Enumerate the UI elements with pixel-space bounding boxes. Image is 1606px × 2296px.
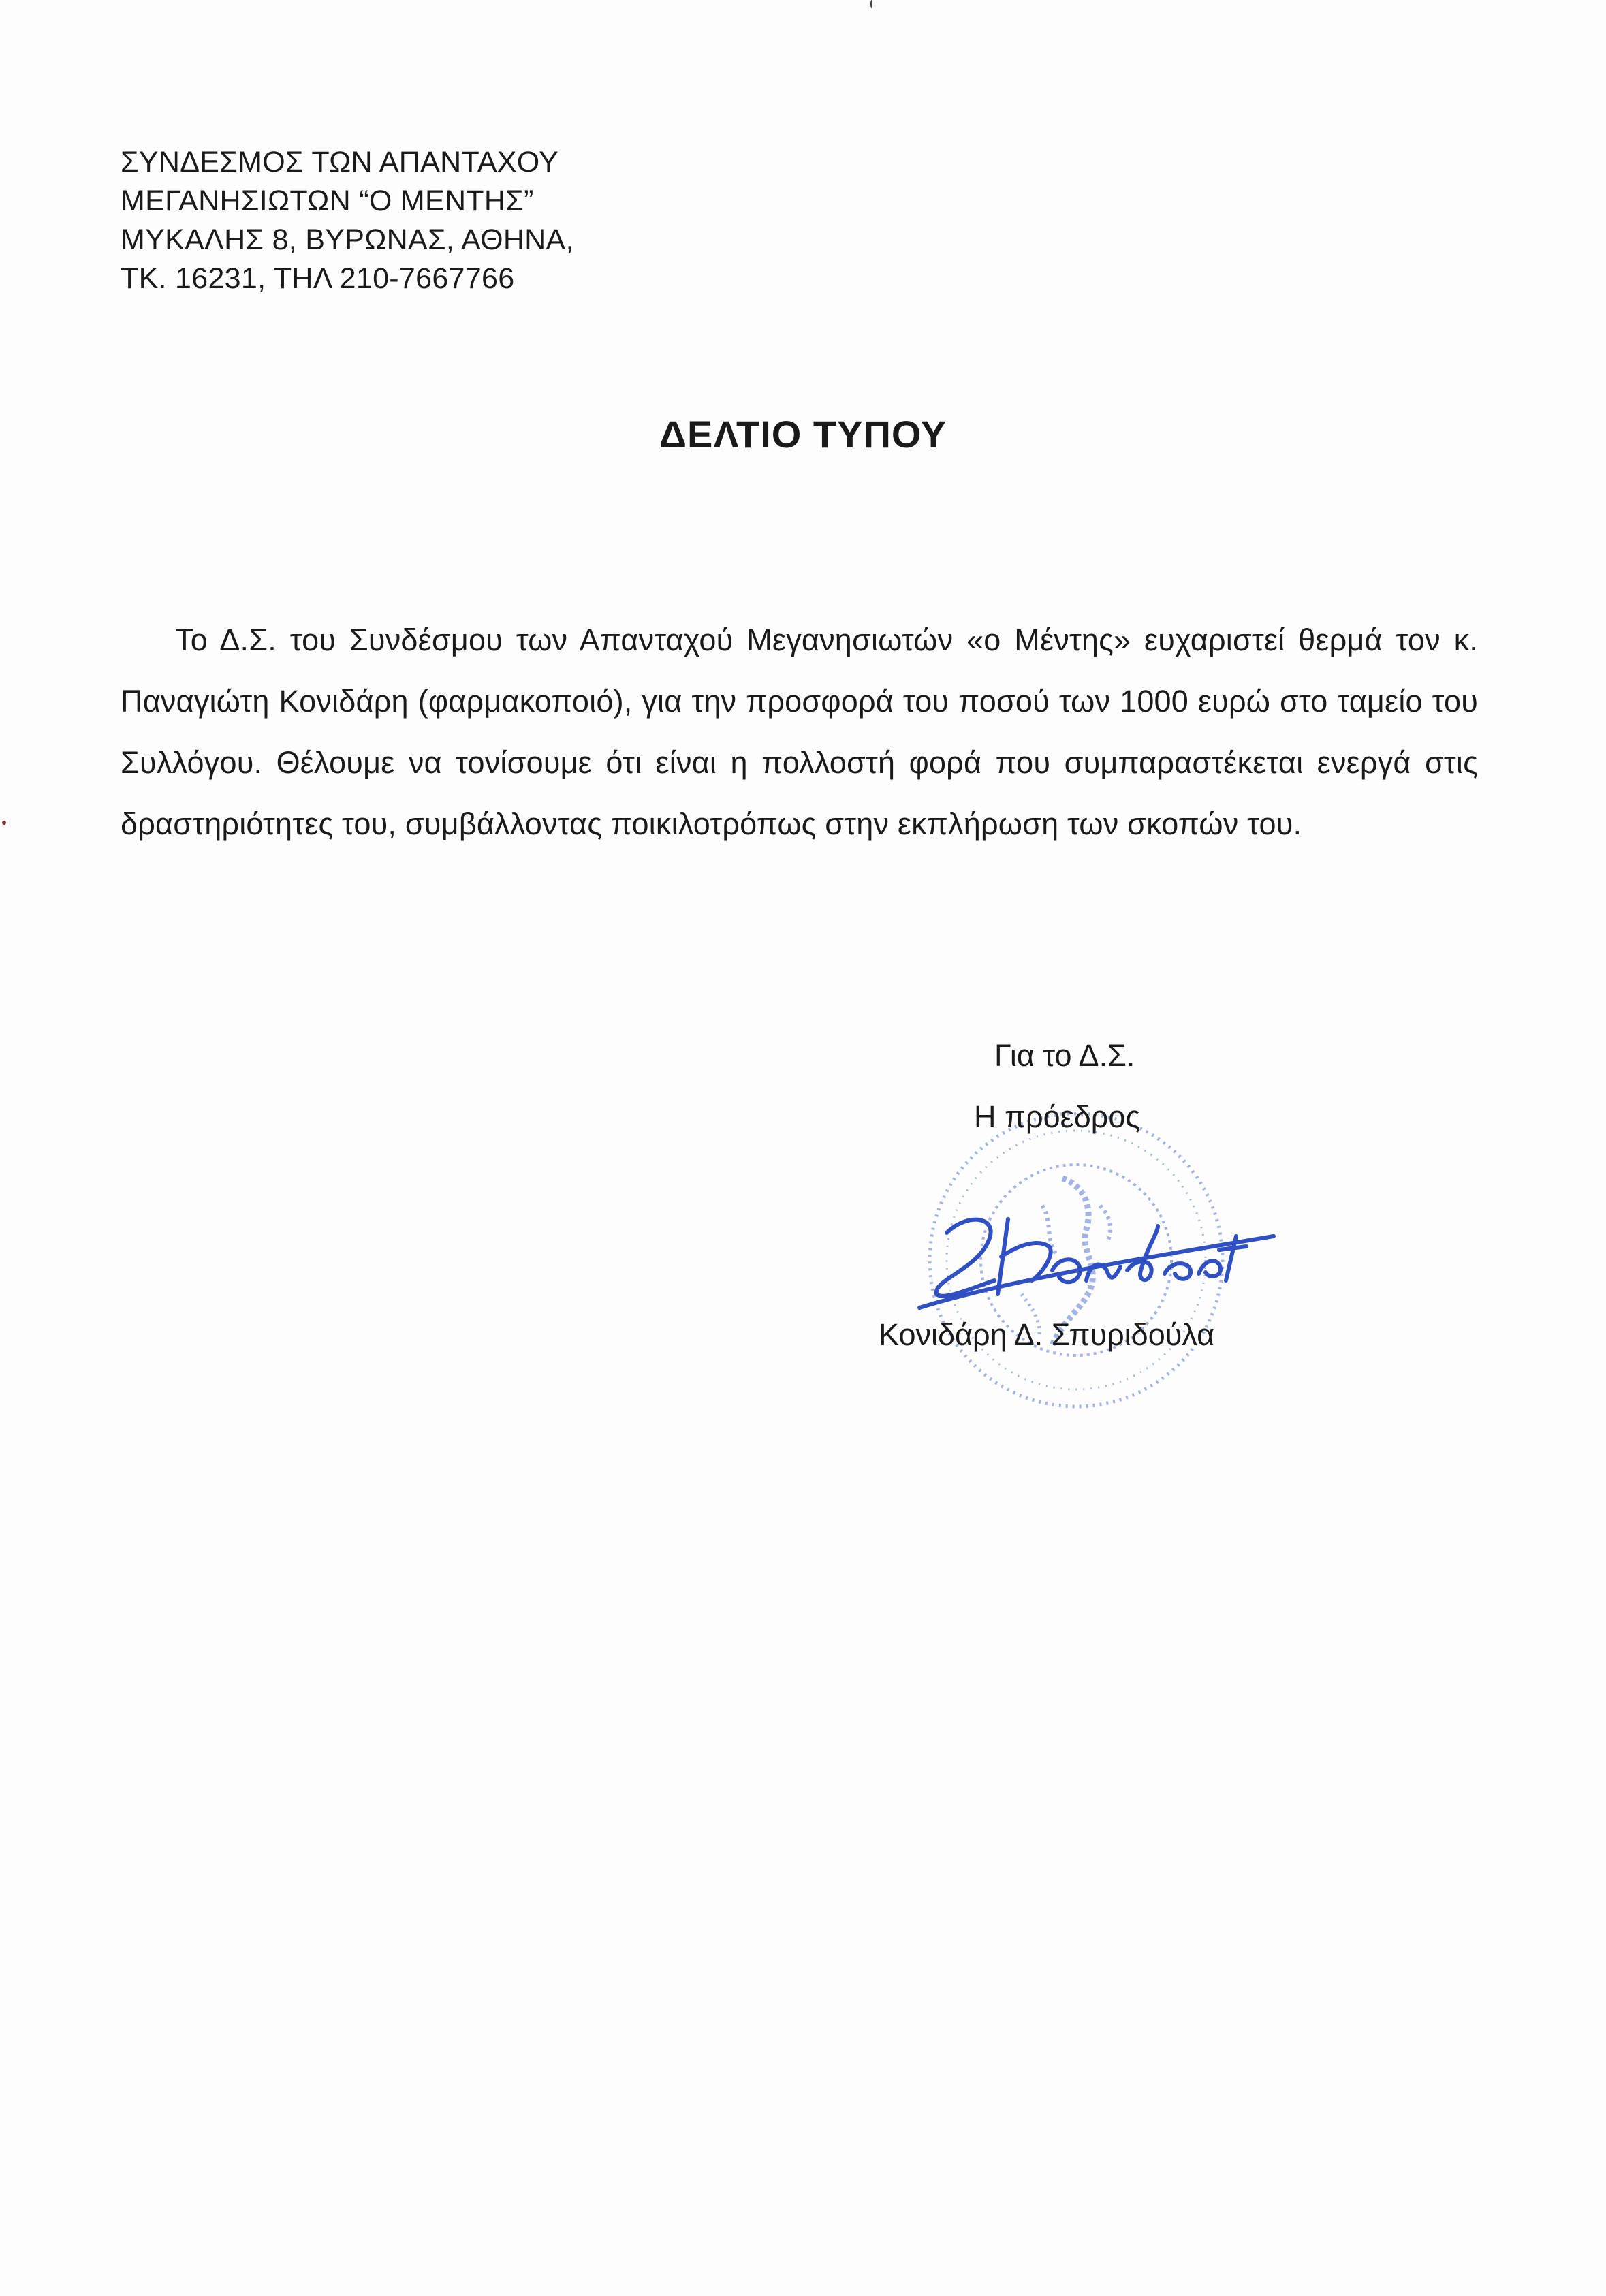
scan-speck bbox=[870, 0, 872, 8]
closing-block bbox=[851, 1025, 1464, 1352]
closing-for-board: Για το Δ.Σ. bbox=[994, 1038, 1135, 1073]
signer-name: Κονιδάρη Δ. Σπυριδούλα bbox=[879, 1317, 1215, 1352]
document-title: ΔΕΛΤΙΟ ΤΥΠΟΥ bbox=[659, 413, 947, 456]
sender-address-block bbox=[121, 143, 574, 298]
scan-speck bbox=[2, 821, 6, 825]
handwritten-signature-icon bbox=[919, 1219, 1274, 1308]
body-paragraph: Το Δ.Σ. του Συνδέσμου των Απανταχού Μεγανησιωτών «ο Μέντης» ευχαριστεί θερμά τον κ. Παναγιώτη Κονιδάρη (φαρμακοποιό), για την προσφορά του ποσού των 1000 ευρώ στο ταμείο του Συλλόγου. Θέλουμε να τονίσουμε ότι είναι η πολλοστή φορά που συμπαραστέκεται ενεργά στις δραστηριότητες του, συμβάλλοντας ποικιλοτρόπως στην εκπλήρωση των σκοπών του. bbox=[121, 623, 1478, 841]
sender-line-organization: ΣΥΝΔΕΣΜΟΣ ΤΩΝ ΑΠΑΝΤΑΧΟΥ bbox=[121, 146, 559, 178]
closing-role: Η πρόεδρος bbox=[974, 1099, 1141, 1134]
sender-line-street: ΜΥΚΑΛΗΣ 8, ΒΥΡΩΝΑΣ, ΑΘΗΝΑ, bbox=[121, 223, 574, 256]
sender-line-organization-name: ΜΕΓΑΝΗΣΙΩΤΩΝ “Ο ΜΕΝΤΗΣ” bbox=[121, 185, 534, 217]
sender-line-postcode-phone: ΤΚ. 16231, ΤΗΛ 210-7667766 bbox=[121, 262, 515, 295]
